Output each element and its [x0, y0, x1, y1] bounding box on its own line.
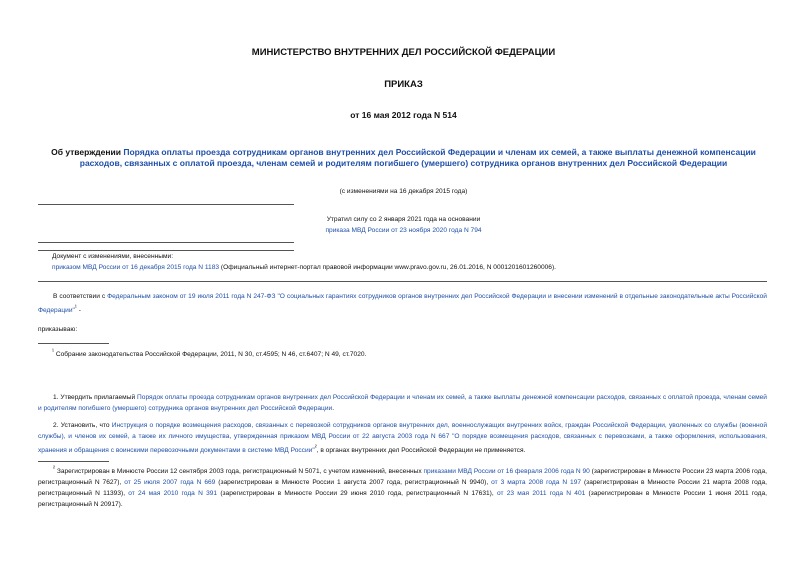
title-prefix: Об утверждении [51, 147, 124, 157]
lapsed-link[interactable]: приказа МВД России от 23 ноября 2020 года N 794 [325, 226, 482, 234]
changes-block [52, 252, 767, 274]
preamble-law-link[interactable]: Федеральным законом от 19 июля 2011 года N 247-ФЗ "О социальных гарантиях сотрудников органов внутренних дел Российской Федерации и внесении изменений в отдельные законодательные акты Российской Федерации" [38, 293, 767, 314]
separator-line [38, 204, 294, 205]
footnote-2-text: (зарегистрирован в Минюсте России 1 июня 2011 года, регистрационный N 20917). [38, 489, 767, 508]
footnote-1-mark: ¹ [52, 349, 54, 355]
separator-line [38, 281, 767, 282]
item-1-start: 1. Утвердить прилагаемый [53, 394, 138, 401]
item-2-start: 2. Установить, что [53, 422, 112, 429]
footnote-2 [38, 464, 767, 510]
footnote-2-text: (зарегистрирован в Минюсте России 21 марта 2008 года, регистрационный N 11393), [38, 478, 767, 497]
footnote-1 [52, 347, 767, 361]
revision-note: (с изменениями на 16 декабря 2015 года) [339, 188, 468, 195]
footnote-2-link[interactable]: от 3 марта 2008 года N 197 [491, 478, 582, 486]
footnote-separator [38, 461, 109, 462]
title-link[interactable]: Порядка оплаты проезда сотрудникам органов внутренних дел Российской Федерации и членам их семей, а также выплаты денежной компенсации расходов, связанных с оплатой проезда, членам семей и родителям погибшего (умершего) сотрудника органов внутренних дел Российской Федерации [79, 147, 756, 168]
preamble-start: В соответствии с [53, 293, 108, 300]
doc-type: ПРИКАЗ [384, 79, 423, 90]
changes-source: (Официальный интернет-портал правовой информации www.pravo.gov.ru, 26.01.2016, N 0001201601260006). [219, 263, 557, 271]
document-title [45, 147, 762, 169]
lapsed-text: Утратил силу со 2 января 2021 года на основании [326, 216, 481, 223]
preamble-end: - [76, 306, 81, 314]
changes-link[interactable]: приказом МВД России от 16 декабря 2015 года N 1183 [52, 263, 220, 271]
footnote-2-link[interactable]: от 23 мая 2011 года N 401 [496, 489, 586, 497]
footnote-2-text: (зарегистрирован в Минюсте России 1 августа 2007 года, регистрационный N 9940), [215, 478, 492, 486]
footnote-2-mark: ² [53, 466, 55, 472]
order-word: приказываю: [38, 326, 78, 333]
separator-line [38, 242, 294, 243]
lapsed-block [0, 215, 807, 237]
item-2 [38, 421, 767, 457]
footnote-2-text: (зарегистрирован в Минюсте России 29 июня 2010 года, регистрационный N 17631), [217, 489, 497, 497]
footnote-2-link[interactable]: приказами МВД России от 16 февраля 2006 года N 90 [423, 468, 590, 476]
ministry-name: МИНИСТЕРСТВО ВНУТРЕННИХ ДЕЛ РОССИЙСКОЙ ФЕДЕРАЦИИ [251, 47, 556, 58]
item-1-link[interactable]: Порядок оплаты проезда сотрудникам органов внутренних дел Российской Федерации и членам их семей, а также выплаты денежной компенсации расходов, связанных с оплатой проезда, членам семей и родителям погибшего (умершего) сотрудника органов внутренних дел Российской Федерации [38, 394, 767, 412]
footnote-1-text: Собрание законодательства Российской Федерации, 2011, N 30, ст.4595; N 46, ст.6407; N 49, ст.7020. [55, 351, 367, 359]
footnote-2-text: (зарегистрирован в Минюсте России 23 марта 2006 года, регистрационный N 7627), [38, 468, 767, 486]
footnote-2-text: Зарегистрирован в Минюсте России 12 сентября 2003 года, регистрационный N 5071, с учетом изменений, внесенных [56, 468, 424, 476]
footnote-2-ref: ² [314, 444, 317, 451]
footnote-2-link[interactable]: от 24 мая 2010 года N 391 [128, 489, 218, 497]
changes-label: Документ с изменениями, внесенными: [52, 253, 174, 260]
separator-line [38, 250, 294, 251]
item-1 [38, 393, 767, 415]
footnote-separator [38, 343, 109, 344]
item-2-end: , в органах внутренних дел Российской Федерации не применяется. [316, 446, 526, 454]
doc-date-number: от 16 мая 2012 года N 514 [350, 110, 457, 120]
footnote-2-link[interactable]: от 25 июля 2007 года N 669 [124, 478, 216, 486]
item-1-end: . [332, 404, 335, 412]
footnote-1-ref: ¹ [74, 304, 77, 311]
item-2-link[interactable]: Инструкция о порядке возмещения расходов, связанных с перевозкой сотрудников органов внутренних дел, военнослужащих внутренних войск, граждан Российской Федерации, уволенных со службы (военной службы), и членов их семей, а также их личного имущества, утвержденная приказом МВД России от 22 августа 2003 года N 667 "О порядке возмещения расходов, связанных с перевозками, а также оформления, использования, хранения и обращения с воинскими перевозочными документами в системе МВД России" [38, 422, 768, 454]
preamble [38, 292, 767, 317]
